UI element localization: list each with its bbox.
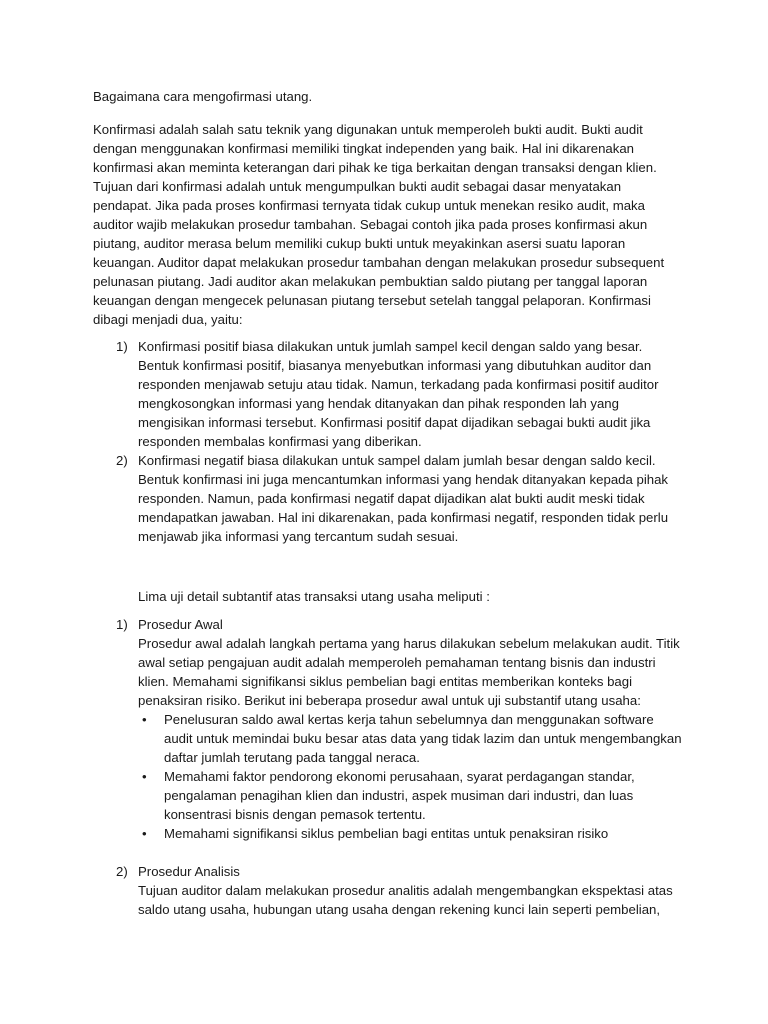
list-line: responden membalas konfirmasi yang diberikan. <box>138 434 422 449</box>
procedure-title: Prosedur Analisis <box>138 864 240 879</box>
list-line: Bentuk konfirmasi positif, biasanya menyebutkan informasi yang dibutuhkan auditor dan <box>138 358 652 373</box>
intro-paragraph <box>93 120 683 329</box>
bullet-line: pengalaman penagihan klien dan industri, aspek musiman dari industri, dan luas <box>164 788 634 803</box>
intro-line: pelunasan piutang. Jadi auditor akan melakukan pembuktian saldo piutang per tanggal laporan <box>93 274 648 289</box>
procedures-list <box>93 615 683 843</box>
bullet-item <box>138 710 683 767</box>
section-heading-text: Lima uji detail subtantif atas transaksi utang usaha meliputi : <box>138 589 490 604</box>
bullet-line: audit untuk memindai buku besar atas data yang tidak lazim dan untuk mengembangkan <box>164 731 682 746</box>
bullet-icon: • <box>142 769 147 784</box>
document-title <box>93 87 683 106</box>
bullet-item <box>138 824 683 843</box>
procedure-title: Prosedur Awal <box>138 617 223 632</box>
procedure-line: saldo utang usaha, hubungan utang usaha dengan rekening kunci lain seperti pembelian, <box>138 902 661 917</box>
list-line: responden menjawab setuju atau tidak. Namun, terkadang pada konfirmasi positif auditor <box>138 377 659 392</box>
list-item <box>93 337 683 451</box>
intro-line: keuangan. Auditor dapat melakukan prosedur tambahan dengan melakukan prosedur subsequent <box>93 255 665 270</box>
title-text: Bagaimana cara mengofirmasi utang. <box>93 89 313 104</box>
procedure-line: Tujuan auditor dalam melakukan prosedur analitis adalah mengembangkan ekspektasi atas <box>138 883 673 898</box>
intro-line: Tujuan dari konfirmasi adalah untuk mengumpulkan bukti audit sebagai dasar menyatakan <box>93 179 622 194</box>
procedure-line: penaksiran risiko. Berikut ini beberapa prosedur awal untuk uji substantif utang usaha: <box>138 693 641 708</box>
intro-line: pendapat. Jika pada proses konfirmasi ternyata tidak cukup untuk menekan resiko audit, maka <box>93 198 645 213</box>
list-line: Konfirmasi negatif biasa dilakukan untuk sampel dalam jumlah besar dengan saldo kecil. <box>138 453 656 468</box>
procedure-item <box>93 862 683 919</box>
list-line: responden. Namun, pada konfirmasi negatif dapat dijadikan alat bukti audit meski tidak <box>138 491 645 506</box>
list-line: Bentuk konfirmasi ini juga mencantumkan informasi yang hendak ditanyakan kepada pihak <box>138 472 669 487</box>
confirmation-types-list <box>93 337 683 546</box>
intro-line: piutang, auditor merasa belum memiliki cukup bukti untuk meyakinkan asersi suatu laporan <box>93 236 626 251</box>
bullet-item <box>138 767 683 824</box>
procedure-line: klien. Memahami signifikansi siklus pembelian bagi entitas memberikan konteks bagi <box>138 674 633 689</box>
bullet-line: Penelusuran saldo awal kertas kerja tahun sebelumnya dan menggunakan software <box>164 712 654 727</box>
list-line: mendapatkan jawaban. Hal ini dikarenakan, pada konfirmasi negatif, responden tidak perlu <box>138 510 669 525</box>
intro-line: keuangan dengan mengecek pelunasan piutang tersebut setelah tanggal pelaporan. Konfirmasi <box>93 293 651 308</box>
procedure-item <box>93 615 683 843</box>
list-item <box>93 451 683 546</box>
intro-line: auditor wajib melakukan prosedur tambahan. Sebagai contoh jika pada proses konfirmasi akun <box>93 217 648 232</box>
list-line: menjawab jika informasi yang tercantum sudah sesuai. <box>138 529 459 544</box>
list-number: 2) <box>116 864 128 879</box>
list-line: mengisikan informasi tersebut. Konfirmasi positif dapat dijadikan sebagai bukti audit jika <box>138 415 651 430</box>
procedures-list-continued <box>93 862 683 919</box>
intro-line: Konfirmasi adalah salah satu teknik yang digunakan untuk memperoleh bukti audit. Bukti audit <box>93 122 643 137</box>
bullet-icon: • <box>142 712 147 727</box>
list-number: 1) <box>116 339 128 354</box>
procedure-line: awal setiap pengajuan audit adalah memperoleh pemahaman tentang bisnis dan industri <box>138 655 656 670</box>
bullet-list <box>138 710 683 843</box>
section-heading <box>138 587 683 606</box>
list-line: Konfirmasi positif biasa dilakukan untuk jumlah sampel kecil dengan saldo yang besar. <box>138 339 643 354</box>
list-number: 2) <box>116 453 128 468</box>
bullet-line: Memahami signifikansi siklus pembelian bagi entitas untuk penaksiran risiko <box>164 826 609 841</box>
bullet-icon: • <box>142 826 147 841</box>
list-number: 1) <box>116 617 128 632</box>
procedure-line: Prosedur awal adalah langkah pertama yang harus dilakukan sebelum melakukan audit. Titik <box>138 636 680 651</box>
intro-line: konfirmasi akan meminta keterangan dari pihak ke tiga berkaitan dengan transaksi dengan klien. <box>93 160 657 175</box>
intro-line: dibagi menjadi dua, yaitu: <box>93 312 243 327</box>
intro-line: dengan menggunakan konfirmasi memiliki tingkat independen yang baik. Hal ini dikarenakan <box>93 141 635 156</box>
bullet-line: daftar jumlah terutang pada tanggal neraca. <box>164 750 420 765</box>
bullet-line: konsentrasi bisnis dengan pemasok tertentu. <box>164 807 426 822</box>
list-line: mengkosongkan informasi yang hendak ditanyakan dan pihak responden lah yang <box>138 396 619 411</box>
bullet-line: Memahami faktor pendorong ekonomi perusahaan, syarat perdagangan standar, <box>164 769 635 784</box>
